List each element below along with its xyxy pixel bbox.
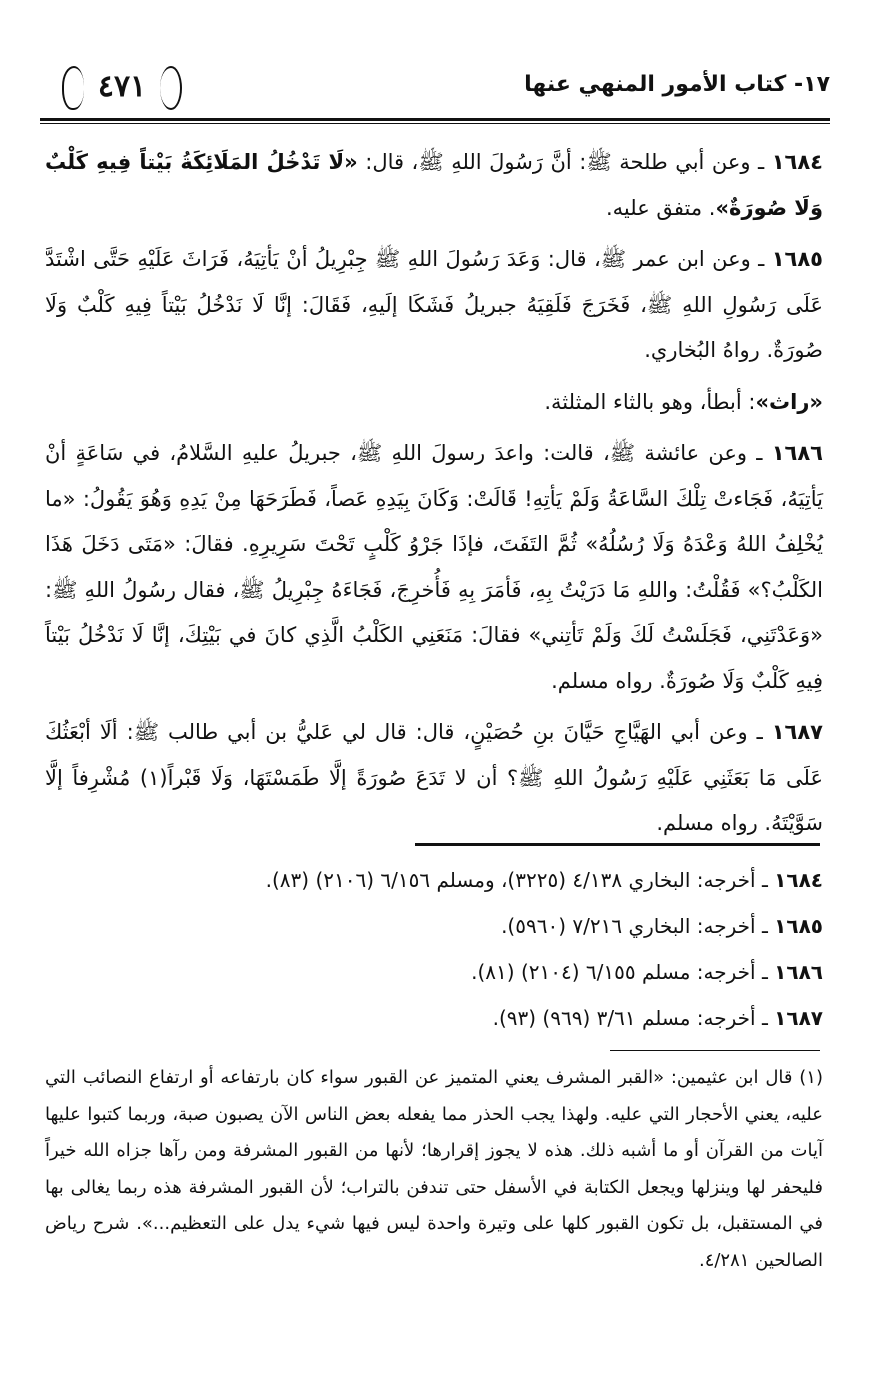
running-head: ١٧- كتاب الأمور المنهي عنها [524,72,830,97]
right-bracket-ornament [160,66,182,110]
page-header [40,58,830,118]
footnote: (١) قال ابن عثيمين: «القبر المشرف يعني المتميز عن القبور سواء كان بارتفاعه أو ارتفاع النصائب التي عليه، يعني الأحجار التي عليه. ولهذا يجب الحذر مما يفعله بعض الناس الآن يصبون صبة، وربما كتبوا عليها آيات من القرآن أو ما أشبه ذلك. هذه لا يجوز إقرارها؛ لأنها من القبور المشرفة ومن رآها جزاه الله خيراً فليحفر لها وينزلها ويجعل الكتابة في الأسفل حتى تندفن بالتراب؛ لأن القبور المشرفة هذه ربما يغالى بها في المستقبل، بل تكون القبور كلها على وتيرة واحدة ليس فيها شيء يدل على التعظيم...». شرح رياض الصالحين ٤/٢٨١. [45,1067,823,1271]
reference-item [45,950,823,994]
hadith-paragraph [45,431,823,704]
header-rule-thin [40,123,830,124]
section-rule [415,843,820,846]
reference-item [45,996,823,1040]
hadith-number: ١٦٨٦ [771,441,823,465]
left-bracket-ornament [62,66,84,110]
reference-number: ١٦٨٦ [774,960,823,984]
reference-item [45,904,823,948]
hadith-paragraph [45,237,823,374]
hadith-quote: «لَا تَدْخُلُ المَلَائِكَةُ بَيْتاً فِيهِ كَلْبٌ وَلَا صُورَةٌ» [45,150,823,220]
hadith-tail: . متفق عليه. [605,195,716,220]
header-rule [40,118,830,121]
footnote-rule [610,1050,820,1051]
reference-text: ـ أخرجه: البخاري ٤/١٣٨ (٣٢٢٥)، ومسلم ٦/١٥٦ (٢١٠٦) (٨٣). [265,868,775,892]
page-number: ٤٧١ [97,68,147,104]
reference-number: ١٦٨٤ [774,868,823,892]
main-text [45,140,823,853]
reference-number: ١٦٨٥ [774,914,823,938]
hadith-number: ١٦٨٥ [771,247,823,271]
hadith-text: ـ وعن أبي طلحة ﷺ: أنَّ رَسُولَ اللهِ ﷺ، قال: [357,150,772,174]
reference-list [45,858,823,1042]
reference-text: ـ أخرجه: مسلم ٦/١٥٥ (٢١٠٤) (٨١). [471,960,775,984]
hadith-number: ١٦٨٤ [771,150,823,174]
hadith-text: ـ وعن أبي الهَيَّاجِ حَيَّانَ بنِ حُصَيْنٍ، قال: قال لي عَليُّ بن أبي طالب ﷺ: ألَا أبْعَثُكَ عَلَى مَا بَعَثَنِي عَلَيْهِ رَسُولُ اللهِ ﷺ؟ أن لا تَدَعَ صُورَةً إلَّا طَمَسْتَهَا، وَلَا قَبْراً(١) مُشْرِفاً إلَّا سَوَّيْتَهُ. رواه مسلم. [45,720,823,835]
gloss-term: «راث» [755,389,823,414]
page-number-frame [62,64,182,108]
gloss-text: : أبطأ، وهو بالثاء المثلثة. [544,389,756,414]
reference-number: ١٦٨٧ [774,1006,823,1030]
hadith-paragraph [45,710,823,847]
hadith-text: ـ وعن ابن عمر ﷺ، قال: وَعَدَ رَسُولَ اللهِ ﷺ جِبْرِيلُ أنْ يَأتِيَهُ، فَرَاثَ عَلَيْهِ حَتَّى اشْتَدَّ عَلَى رَسُولِ اللهِ ﷺ، فَخَرَجَ فَلَقِيَهُ جبريلُ فَشَكَا إلَيهِ، فَقَالَ: إنَّا لَا نَدْخُلُ بَيْتاً فِيهِ كَلْبٌ وَلَا صُورَةٌ. رواهُ البُخاري. [45,247,823,362]
hadith-number: ١٦٨٧ [771,720,823,744]
reference-text: ـ أخرجه: البخاري ٧/٢١٦ (٥٩٦٠). [501,914,775,938]
reference-text: ـ أخرجه: مسلم ٣/٦١ (٩٦٩) (٩٣). [492,1006,775,1030]
gloss-paragraph [45,380,823,426]
hadith-paragraph [45,140,823,231]
hadith-text: ـ وعن عائشة ﷺ، قالت: واعدَ رسولَ اللهِ ﷺ، جبريلُ عليهِ السَّلامُ، في سَاعَةٍ أنْ يَأتِيَهُ، فَجَاءتْ تِلْكَ السَّاعَةُ وَلَمْ يَأتِهِ! قَالَتْ: وَكَانَ بِيَدِهِ عَصاً، فَطَرَحَهَا مِنْ يَدِهِ وَهُوَ يَقُولُ: «ما يُخْلِفُ اللهُ وَعْدَهُ وَلَا رُسُلُهُ» ثُمَّ التَفَتَ، فإذَا جَرْوُ كَلْبٍ تَحْتَ سَرِيرِهِ. فقالَ: «مَتَى دَخَلَ هَذَا الكَلْبُ؟» فَقُلْتُ: واللهِ مَا دَرَيْتُ بِهِ، فَأمَرَ بِهِ فَأُخرِجَ، فَجَاءَهُ جِبْرِيلُ ﷺ، فقال رسُولُ اللهِ ﷺ: «وَعَدْتَنِي، فَجَلَسْتُ لَكَ وَلَمْ تَأتِني» فقالَ: مَنَعَنِي الكَلْبُ الَّذِي كانَ في بَيْتِكَ، إنَّا لَا نَدْخُلُ بَيْتاً فِيهِ كَلْبٌ وَلَا صُورَةٌ. رواه مسلم. [45,441,823,693]
reference-item [45,858,823,902]
